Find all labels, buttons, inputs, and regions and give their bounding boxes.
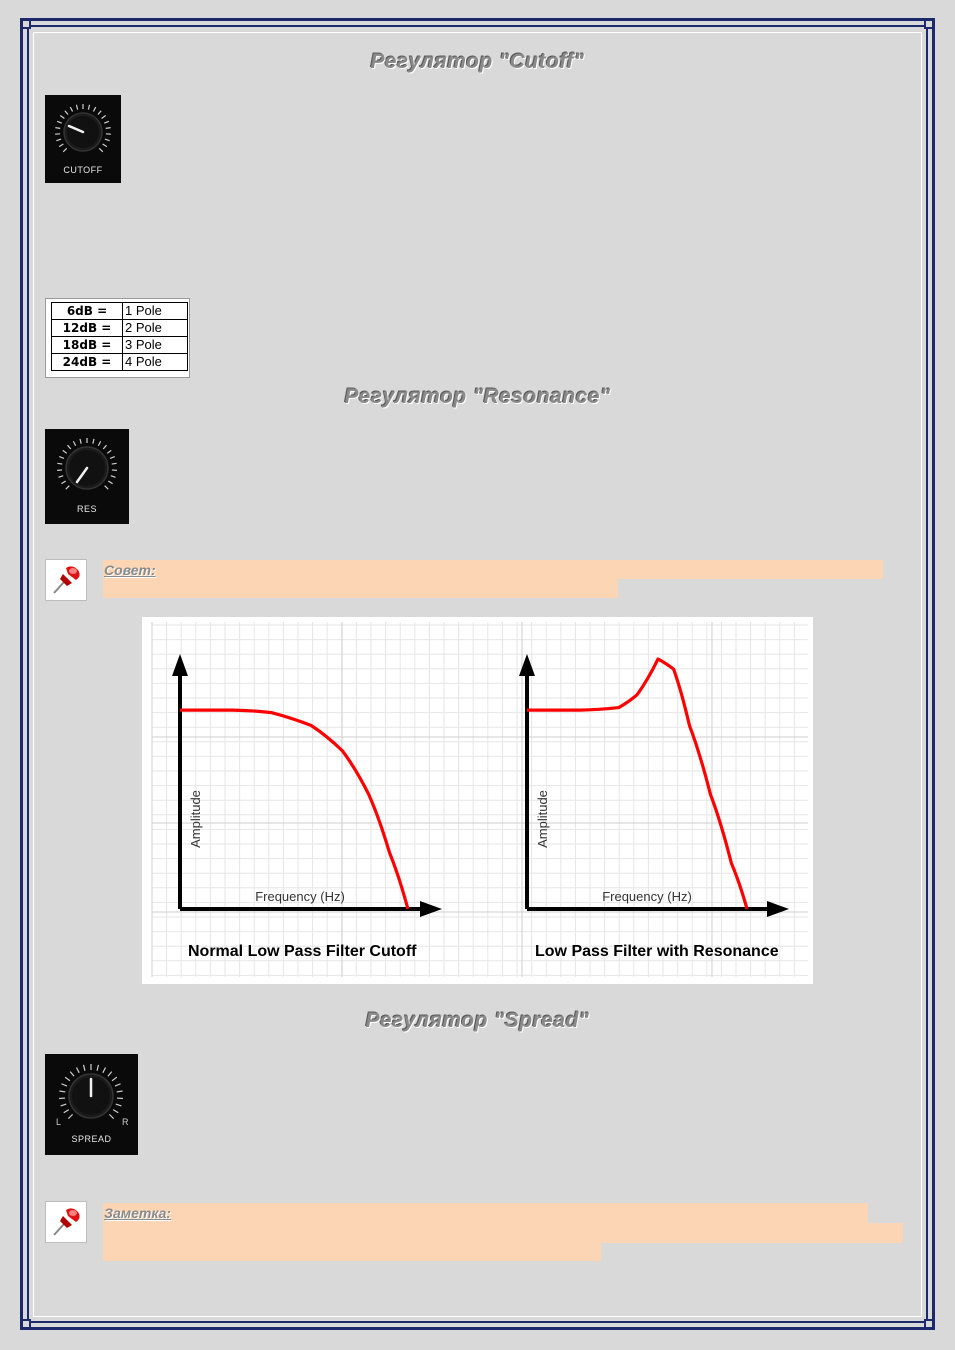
knob-tick (97, 1065, 98, 1071)
x-axis-label: Frequency (Hz) (255, 889, 345, 904)
knob-tick (102, 116, 106, 119)
db-cell: 24dB = (52, 354, 123, 371)
x-axis-label: Frequency (Hz) (602, 889, 692, 904)
note-line (103, 1203, 868, 1223)
knob-tick (103, 144, 107, 147)
filter-charts (142, 617, 813, 984)
table-row (52, 320, 188, 337)
table-row (52, 303, 188, 320)
knob-tick (61, 1084, 67, 1086)
knob-tick (68, 1114, 72, 1118)
pole-table (45, 298, 190, 378)
spread-heading: Регулятор "Spread" (365, 1009, 590, 1032)
chart-title: Low Pass Filter with Resonance (535, 943, 779, 960)
knob-tick (93, 107, 95, 111)
pushpin-icon (45, 559, 87, 601)
knob-tick (105, 486, 109, 490)
knob-tick (108, 481, 112, 484)
knob-tick (115, 1084, 121, 1086)
db-cell: 18dB = (52, 337, 123, 354)
knob-tick (61, 1104, 67, 1106)
knob-tick (68, 445, 71, 449)
table-row (52, 354, 188, 371)
knob-tick (63, 450, 67, 453)
knob-tick (57, 121, 62, 123)
knob-tick (98, 441, 100, 445)
knob-tick (104, 121, 109, 123)
knob-tick (109, 1114, 113, 1118)
knob-tick (57, 463, 62, 464)
knob-tick (103, 1067, 106, 1072)
knob-tick (64, 1110, 69, 1113)
knob-tick (66, 486, 70, 490)
response-curve (527, 659, 747, 909)
knob-tick (98, 111, 101, 115)
knob-tick (73, 441, 75, 445)
resonance-knob-label: RES (76, 504, 97, 514)
knob-tick (113, 1110, 118, 1113)
spread-right-mark: R (122, 1117, 129, 1127)
knob-tick (106, 128, 111, 129)
knob-tick (65, 111, 68, 115)
knob-tick (76, 1067, 79, 1072)
pole-cell: 2 Pole (123, 320, 188, 337)
knob-tick (112, 1077, 117, 1081)
knob-tick (88, 105, 89, 110)
knob-tick (80, 439, 81, 444)
knob-tick (107, 450, 111, 453)
knob-tick (111, 476, 116, 478)
corner-ornament (924, 19, 934, 29)
knob-tick (112, 463, 117, 464)
knob-tick (70, 107, 72, 111)
knob-tick (103, 445, 106, 449)
knob-tick (76, 105, 77, 110)
corner-ornament (924, 1319, 934, 1329)
knob-tick (116, 1104, 122, 1106)
note-title: Заметка: (104, 1205, 172, 1221)
corner-ornament (21, 1319, 31, 1329)
knob-tick (55, 128, 60, 129)
filter-chart-1 (172, 654, 442, 960)
x-axis-arrow (767, 901, 789, 917)
knob-tick (108, 1072, 112, 1077)
knob-tick (93, 439, 94, 444)
cutoff-knob-label: CUTOFF (63, 165, 103, 175)
tip-line (103, 579, 618, 598)
x-axis-arrow (420, 901, 442, 917)
db-cell: 12dB = (52, 320, 123, 337)
note-line (103, 1223, 903, 1243)
knob-tick (117, 1091, 123, 1092)
knob-tick (70, 1072, 74, 1077)
knob-tick (105, 139, 110, 141)
resonance-heading: Регулятор "Resonance" (344, 385, 611, 408)
corner-ornament (21, 19, 31, 29)
note-line (103, 1243, 601, 1261)
pole-cell: 1 Pole (123, 303, 188, 320)
filter-chart-svg (142, 617, 813, 984)
pole-cell: 3 Pole (123, 337, 188, 354)
y-axis-arrow (519, 654, 535, 676)
knob-tick (59, 1091, 65, 1092)
knob-tick (61, 481, 65, 484)
y-axis-label: Amplitude (188, 790, 203, 848)
response-curve (180, 710, 408, 909)
knob-tick (63, 148, 67, 152)
knob-tick (56, 139, 61, 141)
knob-tick (59, 457, 64, 459)
knob-tick (60, 116, 64, 119)
filter-chart-2 (519, 654, 789, 960)
db-cell: 6dB = (52, 303, 123, 320)
cutoff-heading: Регулятор "Cutoff" (370, 50, 585, 73)
tip-line (103, 560, 883, 579)
spread-knob-label: SPREAD (71, 1134, 112, 1144)
chart-title: Normal Low Pass Filter Cutoff (188, 943, 417, 960)
tip-title: Совет: (104, 562, 156, 578)
knob-tick (99, 148, 103, 152)
knob-tick (84, 1065, 85, 1071)
knob-tick (59, 144, 63, 147)
pushpin-icon (45, 1201, 87, 1243)
spread-left-mark: L (56, 1117, 62, 1127)
knob-tick (65, 1077, 70, 1081)
y-axis-label: Amplitude (535, 790, 550, 848)
resonance-knob (45, 429, 129, 524)
spread-knob (45, 1054, 138, 1155)
knob-tick (110, 457, 115, 459)
y-axis-arrow (172, 654, 188, 676)
pole-cell: 4 Pole (123, 354, 188, 371)
table-row (52, 337, 188, 354)
cutoff-knob (45, 95, 121, 183)
knob-tick (58, 476, 63, 478)
